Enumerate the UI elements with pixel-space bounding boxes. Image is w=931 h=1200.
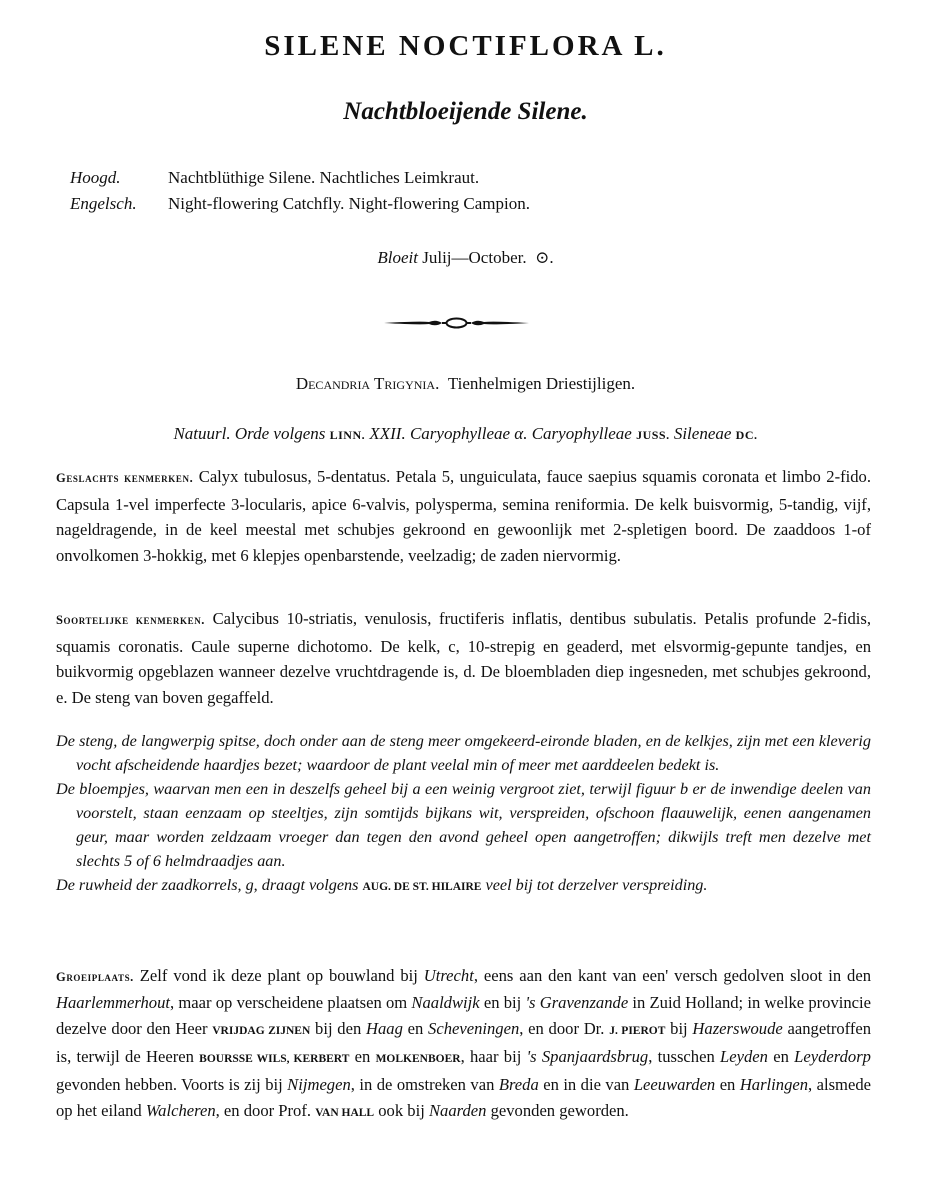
language-label: Engelsch. <box>70 194 137 213</box>
vernacular-names <box>70 165 530 217</box>
section-heading: Groeiplaats. <box>56 970 134 984</box>
place-name: Scheveningen <box>428 1019 520 1038</box>
order-text: Natuurl. Orde volgens <box>173 424 326 443</box>
class-name: Decandria Trigynia. <box>295 374 440 393</box>
name-text: Nachtblüthige Silene. Nachtliches Leimkraut. <box>168 168 480 187</box>
place-name: 's Spanjaardsbrug <box>526 1047 649 1066</box>
person-name: MOLKENBOER <box>375 1053 461 1065</box>
habitat-text: , eens aan den kant van een' versch gedolven sloot in den <box>473 966 871 985</box>
habitat-text: en <box>407 1019 424 1038</box>
section-heading: Geslachts kenmerken. <box>56 471 194 485</box>
section-heading: Soortelijke kenmerken. <box>56 613 206 627</box>
place-name: Haag <box>366 1019 403 1038</box>
author-linn: LINN. <box>329 428 366 442</box>
person-name: BOURSSE WILS, KERBERT <box>199 1053 350 1065</box>
habitat-text: aangetroffen is, terwijl de Heeren <box>56 1019 872 1066</box>
page-subtitle: Nachtbloeijende Silene. <box>343 98 588 125</box>
annual-symbol: ⊙. <box>535 248 554 267</box>
habitat-text: , alsmede op het eiland <box>56 1075 871 1120</box>
person-name: J. PIEROT <box>609 1025 666 1037</box>
note-paragraph <box>56 873 871 899</box>
place-name: Leyden <box>720 1047 768 1066</box>
habitat-text: ook bij <box>378 1101 425 1120</box>
habitat-text: , maar op verscheidene plaatsen om <box>170 993 408 1012</box>
note-paragraph: De bloempjes, waarvan men een in deszelfs geheel bij a een weinig vergroot ziet, terwijl figuur b er de inwendige deelen van voorstelt, staan eenzaam op steeltjes, zijn somtijds bijkans wit, verspreiden, ofschoon flaauwelijk, eenen aangenamen geur, maar worden zeldzaam vroeger dan tegen den avond geheel open aangetroffen; dikwijls treft men dezelve met slechts 5 of 6 helmdraadjes aan. <box>56 780 871 870</box>
note-text: veel bij tot derzelver verspreiding. <box>485 876 708 894</box>
place-name: Leyderdorp <box>794 1047 871 1066</box>
place-name: 's Gravenzande <box>525 993 629 1012</box>
habitat-text: en bij <box>483 993 522 1012</box>
person-name: VAN HALL <box>315 1107 375 1119</box>
author-name: AUG. DE ST. HILAIRE <box>362 881 482 893</box>
habitat-text: gevonden hebben. Voorts is zij bij <box>56 1075 283 1094</box>
order-text: Sileneae <box>673 424 732 443</box>
natural-order <box>0 424 931 444</box>
habitat-text: bij <box>670 1019 688 1038</box>
habitat-text: bij den <box>315 1019 362 1038</box>
note-text: De ruwheid der zaadkorrels, g, draagt volgens <box>56 876 359 894</box>
habitat-text: en <box>354 1047 371 1066</box>
habitat-text: en in die van <box>543 1075 630 1094</box>
habitat-text: , en door Dr. <box>519 1019 605 1038</box>
habitat-section <box>56 963 871 1126</box>
species-characteristics <box>56 606 871 710</box>
place-name: Naarden <box>428 1101 487 1120</box>
note-paragraph: De steng, de langwerpig spitse, doch onder aan de steng meer omgekeerd-eironde bladen, en de kelkjes, zijn met een kleverig vocht afscheidende haardjes bezet; waardoor de plant veelal min of meer met aarddeelen bedekt is. <box>56 732 871 774</box>
section-text: Calyx tubulosus, 5-dentatus. Petala 5, unguiculata, fauce saepius squamis coronata et limbo 2-fido. Capsula 1-vel imperfecte 3-locularis, apice 6-valvis, polysperma, semina reniformia. De kelk buisvormig, 5-tandig, vijf, nageldragende, in de keel meestal met schubjes gekroond en gewoonlijk met 2-spletigen boord. De zaaddoos 1-of onvolkomen 3-hokkig, met 6 klepjes openbarstende, veelzadig; de zaden niervormig. <box>56 467 871 565</box>
place-name: Walcheren <box>145 1101 216 1120</box>
author-dc: DC. <box>735 428 758 442</box>
place-name: Nijmegen <box>287 1075 351 1094</box>
person-name: VRIJDAG ZIJNEN <box>212 1025 311 1037</box>
habitat-text: in Zuid Holland; in welke provincie dezelve door den Heer <box>56 993 871 1038</box>
name-text: Night-flowering Catchfly. Night-flowering Campion. <box>168 194 530 213</box>
place-name: Utrecht <box>423 966 474 985</box>
class-dutch: Tienhelmigen Driestijligen. <box>447 374 636 393</box>
habitat-text: , tusschen <box>648 1047 715 1066</box>
habitat-text: en <box>773 1047 789 1066</box>
habitat-text: , in de omstreken van <box>350 1075 495 1094</box>
habitat-text: , en door Prof. <box>215 1101 312 1120</box>
habitat-text: Zelf vond ik deze plant op bouwland bij <box>139 966 418 985</box>
bloom-period <box>0 248 931 268</box>
place-name: Leeuwarden <box>633 1075 716 1094</box>
habitat-text: , haar bij <box>460 1047 522 1066</box>
place-name: Harlingen <box>739 1075 809 1094</box>
language-label: Hoogd. <box>70 168 121 187</box>
order-text: XXII. Caryophylleae α. Caryophylleae <box>369 424 632 443</box>
section-text: Calycibus 10-striatis, venulosis, fructiferis inflatis, dentibus subulatis. Petalis profunde 2-fidis, squamis coronatis. Caule superne dichotomo. De kelk, c, 10-strepig en geaderd, met elsvormig-gepunte tandjes, en buikvormig opgeblazen wanneer dezelve vruchtdragende is, d. De bloembladen diep ingesneden, met schubjes gekroond, e. De steng van boven gegaffeld. <box>56 609 871 707</box>
place-name: Naaldwijk <box>411 993 480 1012</box>
name-row-german <box>70 165 530 191</box>
notes-block <box>56 729 871 899</box>
ornament-divider <box>384 316 529 330</box>
habitat-text: en <box>719 1075 736 1094</box>
name-row-english <box>70 191 530 217</box>
genus-characteristics <box>56 464 871 568</box>
author-juss: JUSS. <box>636 428 670 442</box>
habitat-text: gevonden geworden. <box>490 1101 629 1120</box>
place-name: Haarlemmerhout <box>56 993 171 1012</box>
place-name: Breda <box>498 1075 539 1094</box>
linnaean-class <box>0 374 931 394</box>
place-name: Hazerswoude <box>692 1019 783 1038</box>
bloom-label: Bloeit <box>377 248 418 267</box>
page-title: SILENE NOCTIFLORA L. <box>264 30 667 62</box>
bloom-months: Julij—October. <box>422 248 527 267</box>
